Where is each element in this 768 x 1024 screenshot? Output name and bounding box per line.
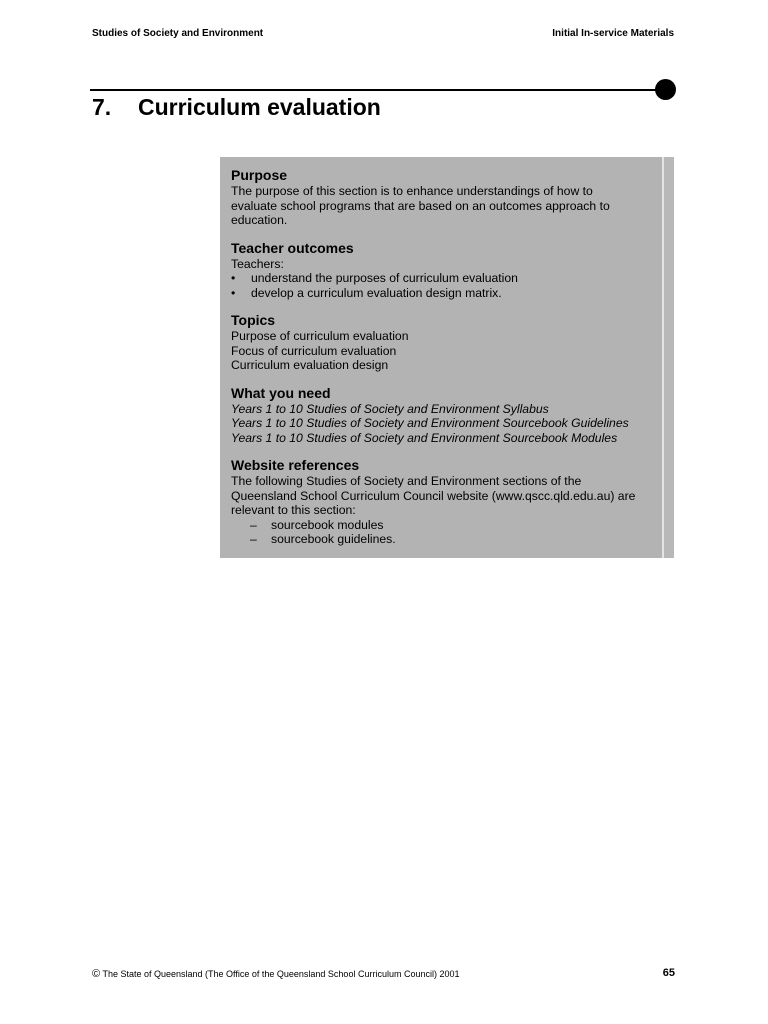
purpose-line: education.: [231, 213, 288, 227]
purpose-line: The purpose of this section is to enhance understandings of how to: [231, 184, 593, 198]
website-references-block: [231, 457, 658, 547]
bullet-icon: •: [231, 271, 236, 285]
bullet-icon: •: [231, 285, 236, 300]
overview-panel: [220, 157, 662, 558]
purpose-block: [231, 167, 658, 228]
website-references-line: relevant to this section:: [231, 503, 356, 517]
list-item-text: understand the purposes of curriculum evaluation: [251, 271, 518, 285]
website-references-heading: Website references: [231, 457, 360, 473]
topic-item: Focus of curriculum evaluation: [231, 343, 397, 358]
resource-item: Years 1 to 10 Studies of Society and Environment Sourcebook Guidelines: [231, 416, 629, 430]
what-you-need-heading: What you need: [231, 384, 331, 401]
topics-heading: Topics: [231, 312, 276, 328]
resource-item: Years 1 to 10 Studies of Society and Environment Syllabus: [231, 401, 549, 416]
running-header-left: Studies of Society and Environment: [92, 28, 264, 39]
list-item: [231, 532, 658, 547]
resource-item: Years 1 to 10 Studies of Society and Environment Sourcebook Modules: [231, 430, 618, 445]
teacher-outcomes-intro: Teachers:: [231, 256, 284, 271]
footer-copyright: [92, 968, 460, 980]
copyright-icon: ©: [92, 968, 101, 980]
website-references-line: Queensland School Curriculum Council website (www.qscc.qld.edu.au) are: [231, 488, 636, 503]
running-header-right: Initial In-service Materials: [552, 28, 674, 39]
section-heading: [92, 94, 381, 121]
list-item: [231, 271, 658, 286]
footer-text: The State of Queensland (The Office of the Queensland School Curriculum Council) 2001: [102, 969, 460, 979]
section-title: Curriculum evaluation: [138, 94, 381, 120]
what-you-need-block: [231, 385, 658, 446]
list-item-text: develop a curriculum evaluation design matrix.: [251, 285, 502, 300]
page-number: 65: [662, 967, 675, 979]
teacher-outcomes-block: [231, 240, 658, 301]
list-item: [231, 286, 658, 301]
title-rule: [90, 89, 660, 91]
list-item-text: sourcebook guidelines.: [271, 532, 396, 546]
topics-block: [231, 312, 658, 373]
dash-icon: –: [250, 532, 257, 546]
website-references-line: The following Studies of Society and Environment sections of the: [231, 474, 582, 488]
topic-item: Purpose of curriculum evaluation: [231, 329, 409, 343]
topic-item: Curriculum evaluation design: [231, 358, 389, 372]
list-item-text: sourcebook modules: [271, 517, 384, 532]
purpose-heading: Purpose: [231, 167, 288, 183]
list-item: [231, 518, 658, 533]
dash-icon: –: [250, 517, 257, 532]
website-references-list: [231, 518, 658, 547]
panel-shadow-edge: [664, 157, 674, 558]
rule-dot-icon: [655, 79, 676, 100]
purpose-line: evaluate school programs that are based on an outcomes approach to: [231, 198, 610, 213]
teacher-outcomes-heading: Teacher outcomes: [231, 239, 354, 256]
section-number: 7.: [92, 94, 112, 120]
teacher-outcomes-list: [231, 271, 658, 300]
